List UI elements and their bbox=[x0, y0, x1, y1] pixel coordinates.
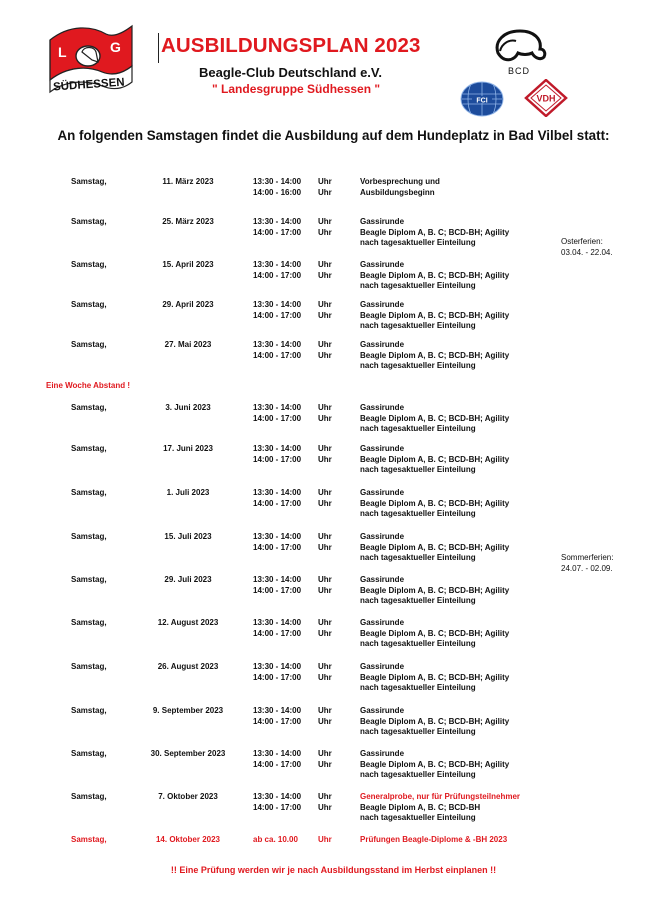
schedule-time-line: 14:00 - 17:00 bbox=[253, 498, 302, 508]
schedule-description-line: nach tagesaktueller Einteilung bbox=[360, 238, 476, 247]
schedule-uhr-line: Uhr bbox=[318, 488, 332, 497]
schedule-time-line: 14:00 - 17:00 bbox=[253, 454, 302, 464]
schedule-date-line: 11. März 2023 bbox=[162, 177, 214, 186]
schedule-description-line: Beagle Diplom A, B. C; BCD-BH; Agility bbox=[360, 270, 510, 280]
vdh-logo-text: VDH bbox=[536, 93, 556, 104]
schedule-time-line: ab ca. 10.00 bbox=[253, 835, 298, 844]
schedule-uhr-line: Uhr bbox=[318, 270, 332, 280]
schedule-day-line: Samstag, bbox=[71, 618, 107, 627]
schedule-description-line: Beagle Diplom A, B. C; BCD-BH; Agility bbox=[360, 227, 510, 237]
schedule-description-line: nach tagesaktueller Einteilung bbox=[360, 727, 476, 736]
schedule-date bbox=[148, 403, 228, 414]
schedule-description bbox=[360, 749, 509, 781]
schedule-date-line: 30. September 2023 bbox=[150, 749, 226, 758]
schedule-description-line: nach tagesaktueller Einteilung bbox=[360, 813, 476, 822]
schedule-description-line: Gassirunde bbox=[360, 403, 405, 412]
intro-heading: An folgenden Samstagen findet die Ausbildung auf dem Hundeplatz in Bad Vilbel statt: bbox=[57, 128, 610, 143]
schedule-description-line: nach tagesaktueller Einteilung bbox=[360, 465, 476, 474]
bcd-logo-text: BCD bbox=[507, 66, 531, 76]
schedule-uhr-line: Uhr bbox=[318, 350, 332, 360]
schedule-date-line: 14. Oktober 2023 bbox=[155, 835, 221, 844]
schedule-time-line: 14:00 - 17:00 bbox=[253, 542, 302, 552]
schedule-uhr-line: Uhr bbox=[318, 749, 332, 758]
holiday-summer-range: 24.07. - 02.09. bbox=[561, 563, 613, 573]
schedule-date bbox=[148, 300, 228, 311]
schedule-time-line: 13:30 - 14:00 bbox=[253, 260, 302, 269]
schedule-time-line: 14:00 - 17:00 bbox=[253, 413, 302, 423]
schedule-uhr-line: Uhr bbox=[318, 672, 332, 682]
schedule-time-line: 14:00 - 16:00 bbox=[253, 187, 302, 197]
schedule-date-line: 29. April 2023 bbox=[162, 300, 214, 309]
schedule-date-line: 26. August 2023 bbox=[157, 662, 219, 671]
schedule-uhr bbox=[318, 340, 332, 361]
schedule-uhr bbox=[318, 177, 332, 198]
schedule-date-line: 27. Mai 2023 bbox=[164, 340, 212, 349]
schedule-time bbox=[253, 260, 301, 281]
schedule-time-line: 14:00 - 17:00 bbox=[253, 759, 302, 769]
schedule-time-line: 14:00 - 17:00 bbox=[253, 310, 302, 320]
schedule-description bbox=[360, 662, 509, 694]
text-cursor bbox=[158, 33, 159, 63]
page-title: AUSBILDUNGSPLAN 2023 bbox=[161, 34, 421, 57]
group-name: " Landesgruppe Südhessen " bbox=[212, 82, 381, 96]
schedule-description-line: nach tagesaktueller Einteilung bbox=[360, 281, 476, 290]
schedule-date-line: 15. Juli 2023 bbox=[164, 532, 212, 541]
schedule-uhr bbox=[318, 792, 332, 813]
schedule-date-line: 25. März 2023 bbox=[162, 217, 214, 226]
schedule-uhr-line: Uhr bbox=[318, 227, 332, 237]
schedule-description bbox=[360, 340, 509, 372]
schedule-time-line: 14:00 - 17:00 bbox=[253, 672, 302, 682]
schedule-description-line: Ausbildungsbeginn bbox=[360, 187, 435, 197]
schedule-day-line: Samstag, bbox=[71, 403, 107, 412]
schedule-day-line: Samstag, bbox=[71, 749, 107, 758]
schedule-time-line: 13:30 - 14:00 bbox=[253, 792, 302, 801]
schedule-uhr-line: Uhr bbox=[318, 628, 332, 638]
schedule-date-line: 17. Juni 2023 bbox=[163, 444, 213, 453]
schedule-time-line: 14:00 - 17:00 bbox=[253, 802, 302, 812]
schedule-time-line: 13:30 - 14:00 bbox=[253, 749, 302, 758]
schedule-description-line: Gassirunde bbox=[360, 575, 405, 584]
holiday-easter-label: Osterferien: bbox=[561, 237, 603, 246]
schedule-day bbox=[71, 217, 107, 228]
holiday-easter bbox=[561, 237, 613, 258]
holiday-summer bbox=[561, 553, 613, 574]
schedule-description bbox=[360, 217, 509, 249]
schedule-time-line: 13:30 - 14:00 bbox=[253, 575, 302, 584]
schedule-description-line: Prüfungen Beagle-Diplome & -BH 2023 bbox=[360, 835, 508, 844]
schedule-description bbox=[360, 618, 509, 650]
schedule-date bbox=[148, 488, 228, 499]
schedule-description-line: nach tagesaktueller Einteilung bbox=[360, 683, 476, 692]
schedule-day-line: Samstag, bbox=[71, 575, 107, 584]
schedule-description-line: Gassirunde bbox=[360, 444, 405, 453]
week-gap-note: Eine Woche Abstand ! bbox=[46, 381, 131, 390]
schedule-uhr bbox=[318, 662, 332, 683]
schedule-description bbox=[360, 300, 509, 332]
schedule-uhr-line: Uhr bbox=[318, 575, 332, 584]
schedule-description-line: Gassirunde bbox=[360, 532, 405, 541]
schedule-description-line: Gassirunde bbox=[360, 662, 405, 671]
schedule-time-line: 13:30 - 14:00 bbox=[253, 217, 302, 226]
schedule-day-line: Samstag, bbox=[71, 706, 107, 715]
schedule-description-line: Gassirunde bbox=[360, 300, 405, 309]
schedule-description bbox=[360, 706, 509, 738]
schedule-uhr bbox=[318, 488, 332, 509]
schedule-day-line: Samstag, bbox=[71, 340, 107, 349]
schedule-date bbox=[148, 217, 228, 228]
schedule-description-line: Beagle Diplom A, B. C; BCD-BH; Agility bbox=[360, 759, 510, 769]
schedule-day bbox=[71, 575, 107, 586]
schedule-time bbox=[253, 749, 301, 770]
schedule-description-line: Gassirunde bbox=[360, 749, 405, 758]
schedule-time-line: 13:30 - 14:00 bbox=[253, 340, 302, 349]
schedule-day bbox=[71, 749, 107, 760]
schedule-description-line: Beagle Diplom A, B. C; BCD-BH; Agility bbox=[360, 350, 510, 360]
schedule-uhr bbox=[318, 618, 332, 639]
club-name: Beagle-Club Deutschland e.V. bbox=[199, 65, 383, 80]
schedule-description-line: nach tagesaktueller Einteilung bbox=[360, 424, 476, 433]
fci-logo-text: FCI bbox=[476, 97, 488, 105]
schedule-description-line: nach tagesaktueller Einteilung bbox=[360, 321, 476, 330]
lg-logo-letter-g: G bbox=[110, 39, 121, 55]
schedule-date-line: 1. Juli 2023 bbox=[166, 488, 210, 497]
schedule-day bbox=[71, 340, 107, 351]
schedule-description-line: nach tagesaktueller Einteilung bbox=[360, 509, 476, 518]
holiday-summer-label: Sommerferien: bbox=[561, 553, 614, 562]
schedule-date bbox=[148, 662, 228, 673]
schedule-description-line: nach tagesaktueller Einteilung bbox=[360, 770, 476, 779]
schedule-day bbox=[71, 792, 107, 803]
schedule-date-line: 3. Juni 2023 bbox=[165, 403, 211, 412]
schedule-uhr bbox=[318, 835, 332, 846]
schedule-description-line: Gassirunde bbox=[360, 706, 405, 715]
schedule-description bbox=[360, 260, 509, 292]
schedule-uhr-line: Uhr bbox=[318, 217, 332, 226]
schedule-uhr-line: Uhr bbox=[318, 585, 332, 595]
schedule-time-line: 13:30 - 14:00 bbox=[253, 618, 302, 627]
schedule-description-line: Beagle Diplom A, B. C; BCD-BH bbox=[360, 802, 481, 812]
schedule-day bbox=[71, 403, 107, 414]
schedule-description-line: Gassirunde bbox=[360, 618, 405, 627]
schedule-day bbox=[71, 177, 107, 188]
schedule-date bbox=[148, 532, 228, 543]
schedule-description-line: Beagle Diplom A, B. C; BCD-BH; Agility bbox=[360, 310, 510, 320]
schedule-time bbox=[253, 575, 301, 596]
schedule-description-line: Gassirunde bbox=[360, 340, 405, 349]
schedule-time-line: 13:30 - 14:00 bbox=[253, 444, 302, 453]
schedule-time bbox=[253, 706, 301, 727]
schedule-uhr-line: Uhr bbox=[318, 413, 332, 423]
schedule-date bbox=[148, 575, 228, 586]
schedule-time bbox=[253, 444, 301, 465]
footer-note: !! Eine Prüfung werden wir je nach Ausbildungsstand im Herbst einplanen !! bbox=[170, 865, 497, 875]
schedule-uhr bbox=[318, 444, 332, 465]
schedule-description-line: Generalprobe, nur für Prüfungsteilnehmer bbox=[360, 792, 521, 801]
lg-suedhessen-logo bbox=[44, 22, 134, 100]
schedule-time bbox=[253, 403, 301, 424]
schedule-uhr bbox=[318, 217, 332, 238]
fci-logo bbox=[459, 80, 505, 118]
schedule-day bbox=[71, 835, 107, 846]
lg-logo-letter-l: L bbox=[58, 44, 67, 60]
schedule-time bbox=[253, 217, 301, 238]
schedule-description bbox=[360, 835, 507, 846]
schedule-description bbox=[360, 444, 509, 476]
schedule-description-line: Beagle Diplom A, B. C; BCD-BH; Agility bbox=[360, 585, 510, 595]
schedule-day-line: Samstag, bbox=[71, 260, 107, 269]
schedule-date-line: 7. Oktober 2023 bbox=[158, 792, 218, 801]
schedule-day bbox=[71, 444, 107, 455]
schedule-description bbox=[360, 488, 509, 520]
holiday-easter-range: 03.04. - 22.04. bbox=[561, 247, 613, 257]
schedule-time-line: 13:30 - 14:00 bbox=[253, 177, 302, 186]
schedule-date-line: 29. Juli 2023 bbox=[164, 575, 212, 584]
schedule-date bbox=[148, 444, 228, 455]
schedule-time bbox=[253, 300, 301, 321]
schedule-uhr-line: Uhr bbox=[318, 792, 332, 801]
schedule-description bbox=[360, 532, 509, 564]
schedule-uhr bbox=[318, 260, 332, 281]
schedule-time-line: 13:30 - 14:00 bbox=[253, 706, 302, 715]
schedule-time-line: 14:00 - 17:00 bbox=[253, 716, 302, 726]
schedule-uhr-line: Uhr bbox=[318, 300, 332, 309]
schedule-uhr-line: Uhr bbox=[318, 187, 332, 197]
schedule-description-line: nach tagesaktueller Einteilung bbox=[360, 361, 476, 370]
schedule-day-line: Samstag, bbox=[71, 662, 107, 671]
schedule-day bbox=[71, 300, 107, 311]
schedule-uhr-line: Uhr bbox=[318, 618, 332, 627]
schedule-description-line: nach tagesaktueller Einteilung bbox=[360, 553, 476, 562]
schedule-uhr bbox=[318, 706, 332, 727]
schedule-date bbox=[148, 177, 228, 188]
schedule-description bbox=[360, 575, 509, 607]
schedule-uhr-line: Uhr bbox=[318, 759, 332, 769]
schedule-date bbox=[148, 340, 228, 351]
schedule-day-line: Samstag, bbox=[71, 792, 107, 801]
schedule-time bbox=[253, 532, 301, 553]
schedule-uhr-line: Uhr bbox=[318, 532, 332, 541]
schedule-day-line: Samstag, bbox=[71, 177, 107, 186]
schedule-time bbox=[253, 488, 301, 509]
schedule-time bbox=[253, 662, 301, 683]
schedule-uhr bbox=[318, 575, 332, 596]
schedule-uhr-line: Uhr bbox=[318, 310, 332, 320]
schedule-uhr-line: Uhr bbox=[318, 340, 332, 349]
schedule-day bbox=[71, 618, 107, 629]
schedule-time-line: 13:30 - 14:00 bbox=[253, 488, 302, 497]
schedule-day bbox=[71, 260, 107, 271]
schedule-time-line: 14:00 - 17:00 bbox=[253, 270, 302, 280]
schedule-date-line: 9. September 2023 bbox=[152, 706, 224, 715]
schedule-time bbox=[253, 618, 301, 639]
schedule-description-line: Gassirunde bbox=[360, 488, 405, 497]
schedule-uhr-line: Uhr bbox=[318, 542, 332, 552]
schedule-day bbox=[71, 706, 107, 717]
schedule-uhr-line: Uhr bbox=[318, 454, 332, 464]
schedule-time-line: 14:00 - 17:00 bbox=[253, 227, 302, 237]
schedule-time-line: 13:30 - 14:00 bbox=[253, 662, 302, 671]
schedule-uhr-line: Uhr bbox=[318, 802, 332, 812]
schedule-time-line: 13:30 - 14:00 bbox=[253, 403, 302, 412]
schedule-description bbox=[360, 792, 520, 824]
schedule-uhr bbox=[318, 532, 332, 553]
schedule-description-line: Beagle Diplom A, B. C; BCD-BH; Agility bbox=[360, 498, 510, 508]
schedule-time bbox=[253, 835, 298, 846]
schedule-day-line: Samstag, bbox=[71, 532, 107, 541]
schedule-uhr bbox=[318, 403, 332, 424]
schedule-description-line: Beagle Diplom A, B. C; BCD-BH; Agility bbox=[360, 716, 510, 726]
schedule-description-line: Beagle Diplom A, B. C; BCD-BH; Agility bbox=[360, 628, 510, 638]
schedule-day-line: Samstag, bbox=[71, 444, 107, 453]
schedule-day-line: Samstag, bbox=[71, 300, 107, 309]
schedule-date-line: 15. April 2023 bbox=[162, 260, 214, 269]
schedule-date bbox=[148, 792, 228, 803]
schedule-uhr-line: Uhr bbox=[318, 260, 332, 269]
schedule-uhr-line: Uhr bbox=[318, 706, 332, 715]
schedule-description-line: Gassirunde bbox=[360, 260, 405, 269]
schedule-uhr-line: Uhr bbox=[318, 835, 332, 844]
schedule-description-line: Beagle Diplom A, B. C; BCD-BH; Agility bbox=[360, 413, 510, 423]
schedule-uhr bbox=[318, 300, 332, 321]
schedule-day-line: Samstag, bbox=[71, 217, 107, 226]
schedule-description bbox=[360, 403, 509, 435]
schedule-time bbox=[253, 340, 301, 361]
schedule-uhr-line: Uhr bbox=[318, 662, 332, 671]
schedule-uhr-line: Uhr bbox=[318, 498, 332, 508]
schedule-day-line: Samstag, bbox=[71, 488, 107, 497]
schedule-time-line: 14:00 - 17:00 bbox=[253, 628, 302, 638]
schedule-date bbox=[148, 618, 228, 629]
schedule-description-line: Beagle Diplom A, B. C; BCD-BH; Agility bbox=[360, 542, 510, 552]
schedule-time-line: 14:00 - 17:00 bbox=[253, 585, 302, 595]
schedule-day bbox=[71, 662, 107, 673]
schedule-date bbox=[148, 260, 228, 271]
schedule-date bbox=[148, 706, 228, 717]
schedule-description-line: Vorbesprechung und bbox=[360, 177, 440, 186]
schedule-date bbox=[148, 835, 228, 846]
bcd-logo bbox=[488, 27, 550, 77]
schedule-day bbox=[71, 488, 107, 499]
schedule-description-line: nach tagesaktueller Einteilung bbox=[360, 639, 476, 648]
vdh-logo bbox=[524, 79, 568, 117]
schedule-date bbox=[148, 749, 228, 760]
schedule-day-line: Samstag, bbox=[71, 835, 107, 844]
schedule-description-line: Beagle Diplom A, B. C; BCD-BH; Agility bbox=[360, 672, 510, 682]
schedule-description bbox=[360, 177, 440, 198]
schedule-time-line: 13:30 - 14:00 bbox=[253, 300, 302, 309]
schedule-uhr bbox=[318, 749, 332, 770]
schedule-day bbox=[71, 532, 107, 543]
schedule-time-line: 13:30 - 14:00 bbox=[253, 532, 302, 541]
schedule-uhr-line: Uhr bbox=[318, 403, 332, 412]
schedule-uhr-line: Uhr bbox=[318, 716, 332, 726]
schedule-time bbox=[253, 792, 301, 813]
schedule-uhr-line: Uhr bbox=[318, 444, 332, 453]
schedule-time-line: 14:00 - 17:00 bbox=[253, 350, 302, 360]
schedule-description-line: Gassirunde bbox=[360, 217, 405, 226]
schedule-uhr-line: Uhr bbox=[318, 177, 332, 186]
schedule-date-line: 12. August 2023 bbox=[157, 618, 219, 627]
schedule-time bbox=[253, 177, 301, 198]
lg-logo-banner-text: SÜDHESSEN bbox=[52, 76, 125, 94]
schedule-description-line: nach tagesaktueller Einteilung bbox=[360, 596, 476, 605]
schedule-description-line: Beagle Diplom A, B. C; BCD-BH; Agility bbox=[360, 454, 510, 464]
